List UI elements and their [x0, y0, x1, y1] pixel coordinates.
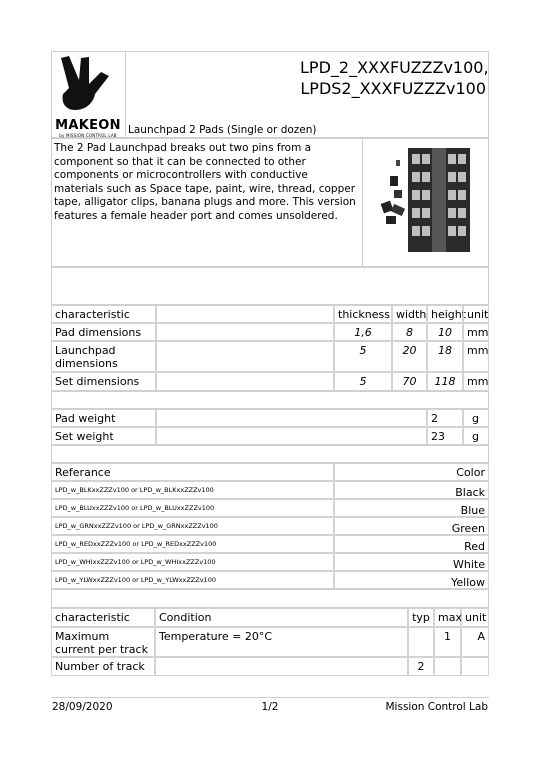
elec-row-label: Number of track — [51, 657, 155, 676]
logo-divider — [125, 51, 126, 138]
footer-company: Mission Control Lab — [385, 701, 488, 713]
elec-row-max: 1 — [434, 627, 461, 657]
logo-subtext: by MISSION CONTROL LAB — [59, 133, 117, 138]
ref-header: Referance — [51, 463, 334, 481]
part-number-line1: LPD_2_XXXFUZZZv100, — [300, 58, 489, 77]
dim-row-width: 70 — [392, 372, 427, 391]
dim-header-characteristic: characteristic — [51, 305, 156, 323]
dim-row-label: Pad dimensions — [51, 323, 156, 341]
ref-row-color: Green — [334, 517, 489, 535]
dim-row-blank — [156, 323, 334, 341]
dim-row-blank — [156, 341, 334, 372]
elec-row-unit: A — [461, 627, 489, 657]
dim-row-width: 20 — [392, 341, 427, 372]
elec-row-condition — [155, 657, 408, 676]
ref-row-code: LPD_w_WHIxxZZZv100 or LPD_w_WHIxxZZZv100 — [51, 553, 334, 571]
weight-row-value: 2 — [427, 409, 463, 427]
dim-row-height: 10 — [427, 323, 463, 341]
elec-row-max — [434, 657, 461, 676]
part-number-line2: LPDS2_XXXFUZZZv100 — [300, 79, 486, 98]
weight-row-value: 23 — [427, 427, 463, 445]
spacer-block — [51, 445, 489, 463]
dim-row-unit: mm — [463, 372, 489, 391]
product-photo — [380, 146, 480, 256]
dim-row-thickness: 5 — [334, 372, 392, 391]
ref-row-code: LPD_w_YLWxxZZZv100 or LPD_w_YLWxxZZZv100 — [51, 571, 334, 589]
ref-row-color: Red — [334, 535, 489, 553]
elec-header-unit: unit — [461, 608, 489, 627]
dim-row-height: 118 — [427, 372, 463, 391]
dim-header-thickness: thickness — [334, 305, 392, 323]
elec-row-condition: Temperature = 20°C — [155, 627, 408, 657]
ref-row-code: LPD_w_BLUxxZZZv100 or LPD_w_BLUxxZZZv100 — [51, 499, 334, 517]
logo — [55, 54, 121, 138]
dim-row-thickness: 5 — [334, 341, 392, 372]
elec-header-characteristic: characteristic — [51, 608, 155, 627]
dim-header-height: height — [427, 305, 463, 323]
description-text: The 2 Pad Launchpad breaks out two pins from a component so that it can be connected to other components or microcontrollers with conductive materials such as Space tape, paint, wire, thread, copper tape, alligator clips, banana plugs and more. This version features a female header port and comes unsoldered. — [54, 142, 356, 222]
dim-row-height: 18 — [427, 341, 463, 372]
elec-row-unit — [461, 657, 489, 676]
elec-row-label: Maximum current per track — [51, 627, 155, 657]
dim-row-width: 8 — [392, 323, 427, 341]
elec-header-condition: Condition — [155, 608, 408, 627]
spacer-block — [51, 391, 489, 409]
elec-row-typ: 2 — [408, 657, 434, 676]
spacer-block — [51, 589, 489, 608]
weight-row-label: Pad weight — [51, 409, 156, 427]
dim-row-unit: mm — [463, 341, 489, 372]
dim-header-blank — [156, 305, 334, 323]
ref-row-color: Yellow — [334, 571, 489, 589]
logo-text: MAKEON — [55, 118, 121, 133]
elec-header-max: max — [434, 608, 461, 627]
ref-row-color: Black — [334, 481, 489, 499]
footer-rule — [51, 697, 489, 698]
footer-page-number: 1/2 — [261, 701, 279, 713]
dim-row-label: Set dimensions — [51, 372, 156, 391]
weight-row-blank — [156, 427, 427, 445]
hand-logo-icon — [55, 54, 121, 112]
weight-row-label: Set weight — [51, 427, 156, 445]
description-divider — [362, 138, 363, 267]
dim-row-thickness: 1,6 — [334, 323, 392, 341]
spacer-block — [51, 267, 489, 305]
product-name: Launchpad 2 Pads (Single or dozen) — [128, 124, 317, 136]
ref-row-color: White — [334, 553, 489, 571]
weight-row-unit: g — [463, 427, 489, 445]
elec-header-typ: typ — [408, 608, 434, 627]
dim-row-blank — [156, 372, 334, 391]
launchpad-set-image — [380, 146, 480, 256]
ref-row-code: LPD_w_GRNxxZZZv100 or LPD_w_GRNxxZZZv100 — [51, 517, 334, 535]
dim-row-label: Launchpad dimensions — [51, 341, 156, 372]
ref-row-color: Blue — [334, 499, 489, 517]
dim-header-unit: unit — [463, 305, 489, 323]
dim-header-width: width — [392, 305, 427, 323]
footer-date: 28/09/2020 — [52, 701, 113, 713]
ref-header-color: Color — [334, 463, 489, 481]
weight-row-unit: g — [463, 409, 489, 427]
dim-row-unit: mm — [463, 323, 489, 341]
weight-row-blank — [156, 409, 427, 427]
ref-row-code: LPD_w_REDxxZZZv100 or LPD_w_REDxxZZZv100 — [51, 535, 334, 553]
ref-row-code: LPD_w_BLKxxZZZv100 or LPD_w_BLKxxZZZv100 — [51, 481, 334, 499]
elec-row-typ — [408, 627, 434, 657]
